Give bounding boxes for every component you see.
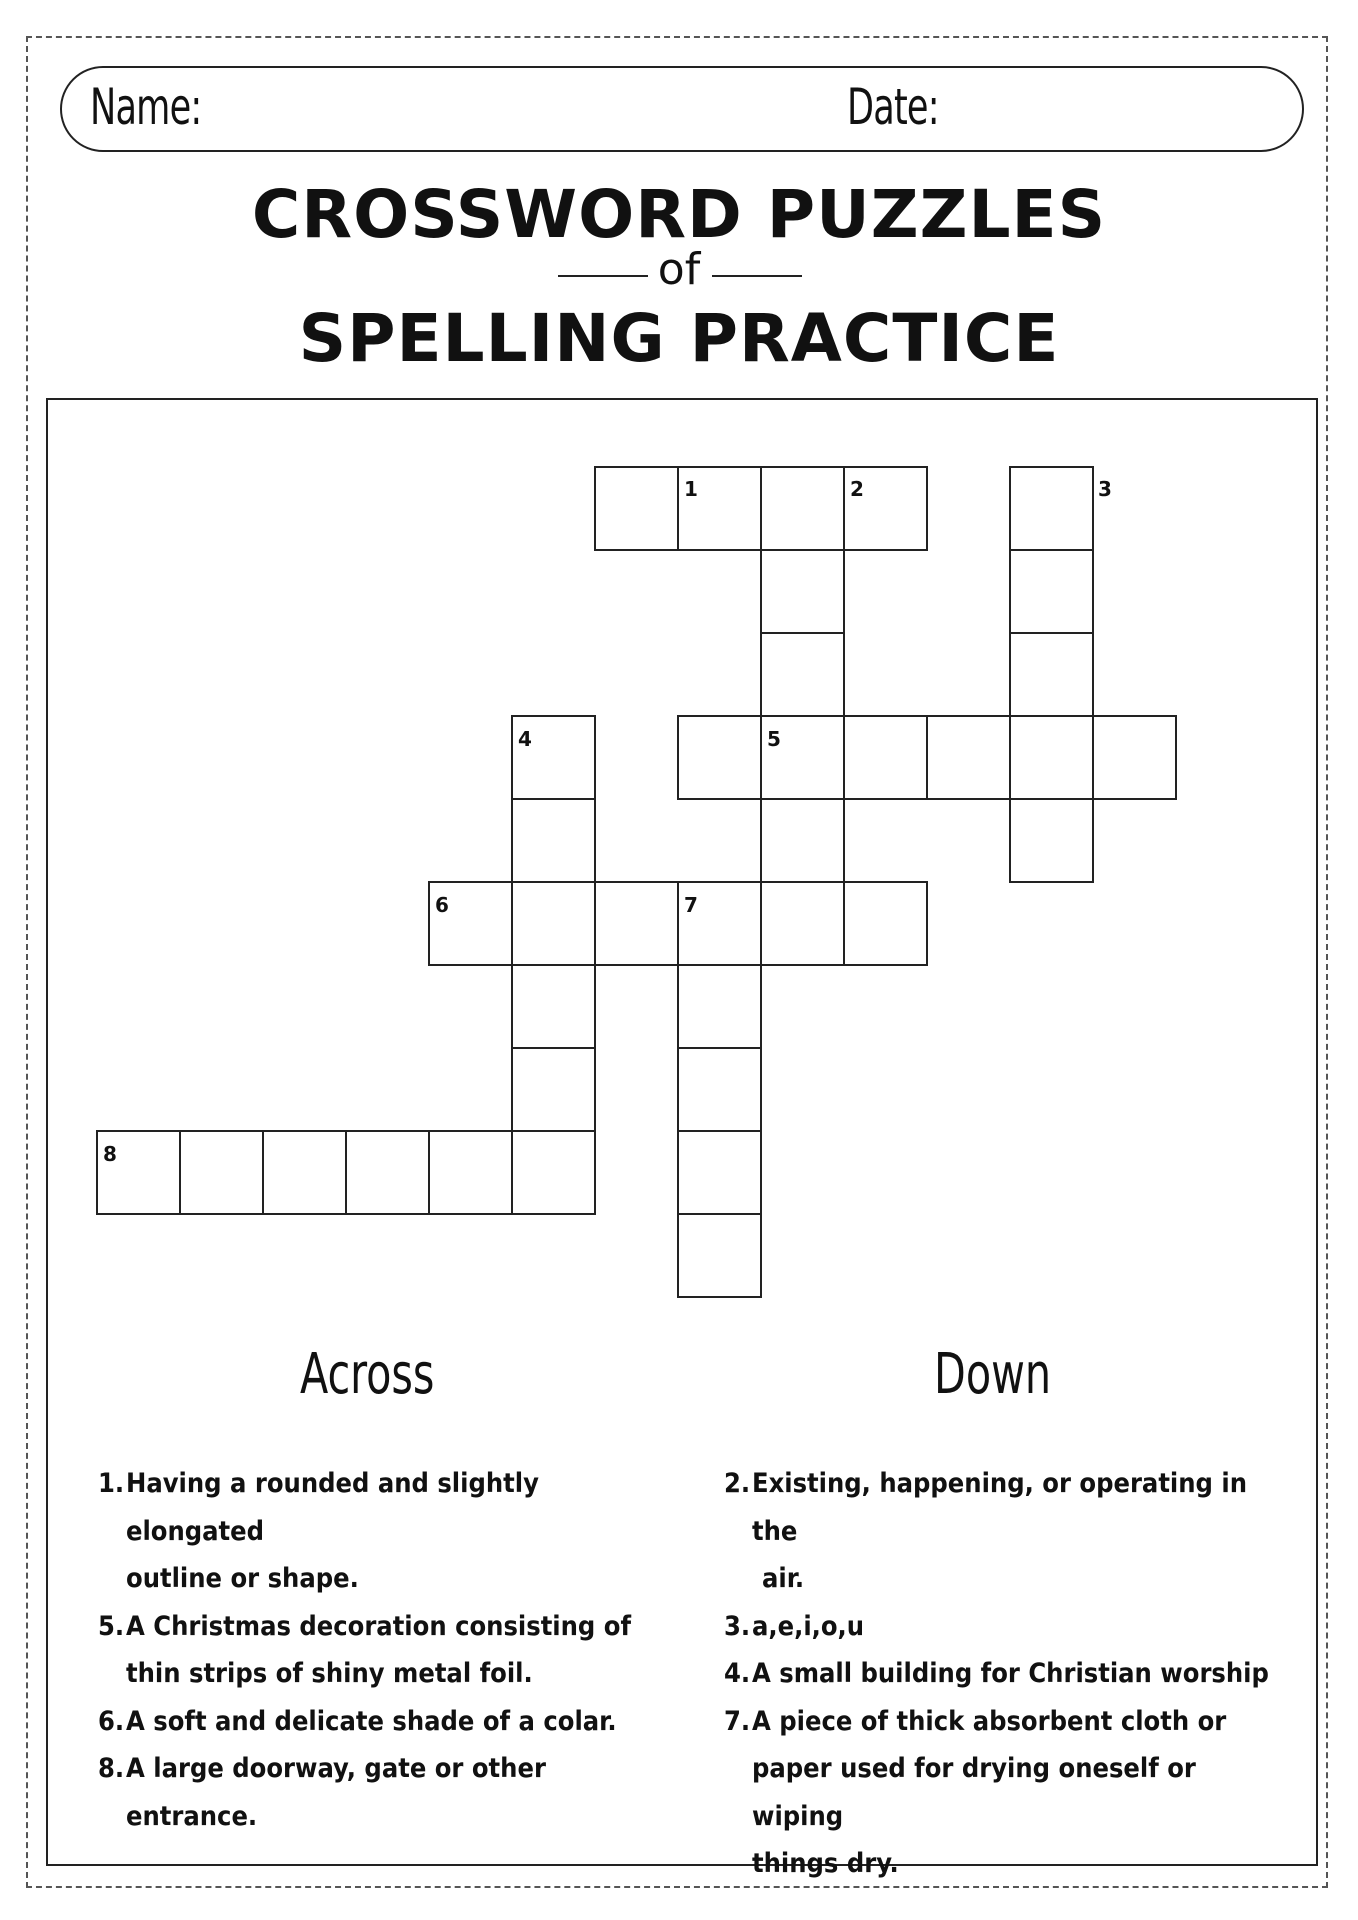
clue-number-2: 2 [850,477,864,501]
crossword-cell[interactable] [761,882,844,965]
crossword-cell[interactable] [429,1131,512,1214]
down-clue-7: 7. A piece of thick absorbent cloth or paper used for drying oneself or wiping things dry. [724,1705,1227,1879]
crossword-cell[interactable] [678,1214,761,1297]
crossword-cell[interactable] [761,467,844,550]
crossword-cell[interactable] [1010,550,1093,633]
clue-number-4: 4 [518,727,532,751]
crossword-cell[interactable] [761,799,844,882]
crossword-cell[interactable] [346,1131,429,1214]
crossword-cell[interactable] [1010,799,1093,882]
crossword-cell[interactable] [1010,467,1093,550]
crossword-cell[interactable] [678,1131,761,1214]
clue-number-5: 5 [767,727,781,751]
clue-number-1: 1 [684,477,698,501]
crossword-cell[interactable] [844,716,927,799]
crossword-cell[interactable] [678,1048,761,1131]
crossword-cell[interactable] [512,1048,595,1131]
title-line-1: CROSSWORD PUZZLES [251,176,1107,253]
down-clue-3: 3. a,e,i,o,u [724,1610,865,1642]
title-connector: of [657,244,701,295]
down-clue-4: 4. A small building for Christian worship [724,1658,1269,1689]
down-clue-2: 2. Existing, happening, or operating in the air. [724,1468,1248,1594]
across-clue-list [98,1460,658,1840]
across-heading: Across [300,1342,435,1407]
across-clue-6: 6. A soft and delicate shade of a colar. [98,1705,617,1737]
crossword-cell[interactable] [1010,716,1093,799]
across-clue-8: 8. A large doorway, gate or other entrance. [98,1753,546,1832]
clue-number-6: 6 [435,893,449,917]
clue-number-8: 8 [103,1142,117,1166]
crossword-cell[interactable] [512,1131,595,1214]
title-line-2: SPELLING PRACTICE [298,300,1060,377]
crossword-cell[interactable] [512,965,595,1048]
across-clue-1: 1. Having a rounded and slightly elongated outline or shape. [98,1468,539,1594]
crossword-cell[interactable] [1093,716,1176,799]
crossword-cell[interactable] [844,882,927,965]
clue-number-7: 7 [684,893,698,917]
crossword-cell[interactable] [678,716,761,799]
clue-number-3: 3 [1098,477,1112,501]
name-label: Name: [90,78,202,136]
down-heading: Down [934,1342,1052,1407]
crossword-cell[interactable] [1010,633,1093,716]
crossword-cell[interactable] [927,716,1010,799]
crossword-cell[interactable] [512,799,595,882]
crossword-cell[interactable] [512,882,595,965]
crossword-cell[interactable] [595,882,678,965]
crossword-cell[interactable] [180,1131,263,1214]
crossword-cell[interactable] [761,633,844,716]
crossword-cell[interactable] [263,1131,346,1214]
across-clue-5: 5. A Christmas decoration consisting of thin strips of shiny metal foil. [98,1610,632,1689]
crossword-cell[interactable] [678,965,761,1048]
date-label: Date: [847,78,939,136]
crossword-cell[interactable] [761,550,844,633]
down-clue-list [724,1460,1284,1888]
crossword-cell[interactable] [595,467,678,550]
